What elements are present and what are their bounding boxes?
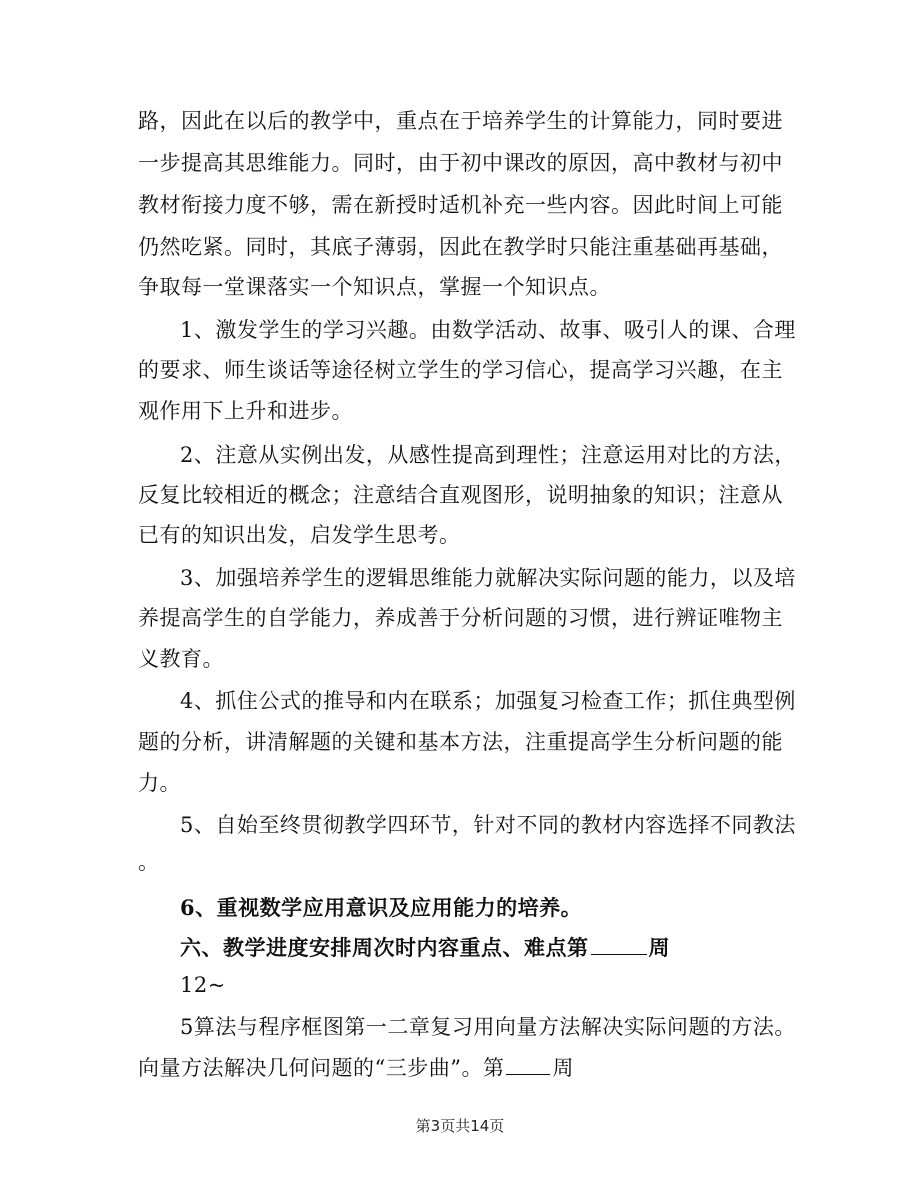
list-item-4-line: 力。 [138,771,181,795]
page-footer: 第3页共14页 [415,1117,505,1135]
paragraph-line: 争取每一堂课落实一个知识点，掌握一个知识点。 [138,275,611,299]
paragraph-line: 仍然吃紧。同时，其底子薄弱，因此在教学时只能注重基础再基础， [138,235,783,259]
schedule-heading-suffix: 周 [648,935,670,960]
list-item-3-line: 养提高学生的自学能力，养成善于分析问题的习惯，进行辨证唯物主 [138,606,783,630]
blank-underline [506,1052,550,1075]
schedule-heading-text: 六、教学进度安排周次时内容重点、难点第 [180,935,589,960]
list-item-5-line: 。 [138,850,160,874]
list-item-4-line: 题的分析，讲清解题的关键和基本方法，注重提高学生分析问题的能 [138,730,783,754]
blank-underline [591,932,647,955]
paragraph-line: 路，因此在以后的教学中，重点在于培养学生的计算能力，同时要进 [138,109,783,133]
list-item-4-line: 4、抓住公式的推导和内在联系；加强复习检查工作；抓住典型例 [180,689,796,713]
schedule-line: 5算法与程序框图第一二章复习用向量方法解决实际问题的方法。 [180,1015,796,1039]
paragraph-line: 一步提高其思维能力。同时，由于初中课改的原因，高中教材与初中 [138,151,783,175]
schedule-line-suffix: 周 [552,1056,574,1080]
list-item-3-line: 义教育。 [138,647,224,671]
list-item-2-line: 反复比较相近的概念；注意结合直观图形，说明抽象的知识；注意从 [138,483,783,507]
list-item-5-line: 5、自始至终贯彻教学四环节，针对不同的教材内容选择不同教法 [180,813,796,837]
schedule-line-text: 向量方法解决几何问题的“三步曲”。第 [138,1056,505,1080]
list-item-3-line: 3、加强培养学生的逻辑思维能力就解决实际问题的能力，以及培 [180,566,796,590]
list-item-2-line: 已有的知识出发，启发学生思考。 [138,523,461,547]
schedule-heading [180,932,670,963]
list-item-1-line: 1、激发学生的学习兴趣。由数学活动、故事、吸引人的课、合理 [180,318,796,342]
list-item-1-line: 的要求、师生谈话等途径树立学生的学习信心，提高学习兴趣，在主 [138,358,783,382]
schedule-line [138,1052,574,1083]
week-range: 12~ [180,973,226,997]
paragraph-line: 教材衔接力度不够，需在新授时适机补充一些内容。因此时间上可能 [138,193,783,217]
list-item-1-line: 观作用下上升和进步。 [138,399,353,423]
list-item-2-line: 2、注意从实例出发，从感性提高到理性；注意运用对比的方法， [180,443,796,467]
list-item-6-line: 6、重视数学应用意识及应用能力的培养。 [180,895,583,920]
